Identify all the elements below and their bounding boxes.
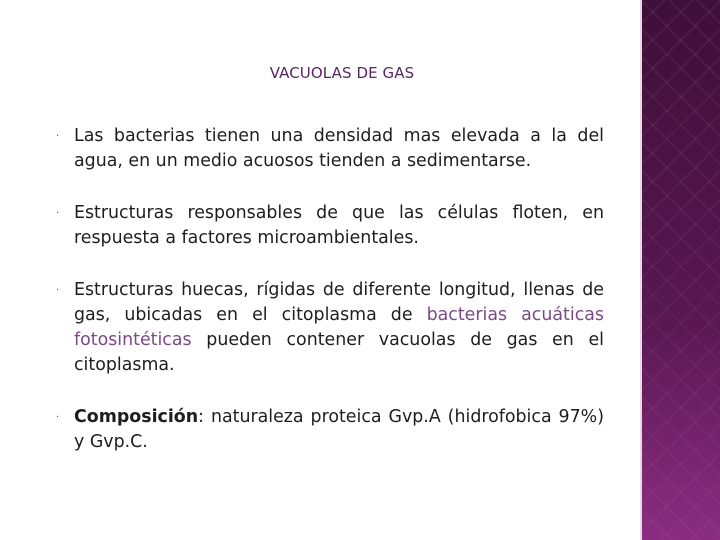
bullet-list: [56, 124, 604, 482]
bullet-item: [56, 201, 604, 251]
bullet-marker-icon: ·: [56, 131, 60, 142]
decorative-side-bar: [642, 0, 720, 540]
bullet-text: Las bacterias tienen una densidad mas elevada a la del agua, en un medio acuosos tienden a sedimentarse.: [74, 126, 604, 171]
bullet-item: [56, 405, 604, 455]
bullet-text-part: : naturaleza proteica Gvp.A (hidrofobica 97%) y Gvp.C.: [74, 407, 604, 452]
bold-label: Composición: [74, 407, 199, 427]
highlight-text: bacterias acuáticas fotosintéticas: [74, 305, 604, 350]
bullet-text: Estructuras responsables de que las células floten, en respuesta a factores microambientales.: [74, 203, 604, 248]
bullet-text-part: Estructuras huecas, rígidas de diferente longitud, llenas de gas, ubicadas en el citoplasma de: [74, 280, 604, 325]
bullet-text-part: pueden contener vacuolas de gas en el citoplasma.: [74, 330, 604, 375]
bullet-marker-icon: ·: [56, 285, 60, 296]
slide-title: VACUOLAS DE GAS: [269, 64, 415, 82]
bullet-text: [74, 280, 604, 375]
bullet-item: [56, 278, 604, 378]
bullet-item: [56, 124, 604, 174]
bullet-text: [74, 407, 604, 452]
bullet-marker-icon: ·: [56, 412, 60, 423]
bullet-marker-icon: ·: [56, 208, 60, 219]
